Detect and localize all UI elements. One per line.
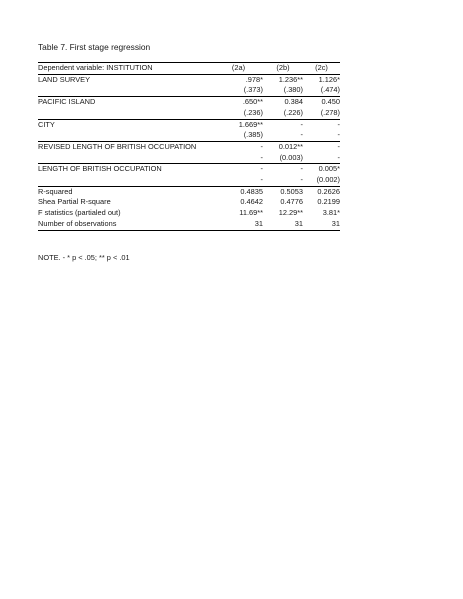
stat-row-f-statistics <box>38 208 340 219</box>
row-label <box>38 153 214 164</box>
table-row-se <box>38 85 340 96</box>
row-label <box>38 130 214 141</box>
cell-2b: 31 <box>263 219 303 230</box>
table-row <box>38 119 340 130</box>
cell-2b: 0.012** <box>278 141 303 151</box>
cell-2c: (0.002) <box>303 175 340 186</box>
cell-2b: 0.4776 <box>280 197 303 207</box>
cell-2b: (.380) <box>263 85 303 96</box>
table-row-se <box>38 130 340 141</box>
cell-2c: 0.005* <box>318 164 340 174</box>
cell-2a: - <box>214 153 263 164</box>
cell-2c: - <box>303 130 340 141</box>
cell-2c: (.474) <box>303 85 340 96</box>
table-row <box>38 97 340 108</box>
header-dependent-variable: Dependent variable: INSTITUTION <box>38 63 214 75</box>
row-label <box>38 108 214 119</box>
header-col-2b: (2b) <box>263 63 303 75</box>
cell-2a: (.385) <box>214 130 263 141</box>
cell-2c: 1.126* <box>318 74 340 84</box>
stat-row-shea-partial-r-square <box>38 197 340 208</box>
cell-2c: - <box>303 153 340 164</box>
table-row-se <box>38 108 340 119</box>
row-label: Number of observations <box>38 219 214 230</box>
cell-2b: (0.003) <box>263 153 303 164</box>
row-label <box>38 175 214 186</box>
cell-2c: - <box>337 119 340 129</box>
cell-2b: (.226) <box>263 108 303 119</box>
header-col-2c: (2c) <box>303 63 340 75</box>
row-label <box>38 85 214 96</box>
cell-2c: (.278) <box>303 108 340 119</box>
header-col-2a: (2a) <box>214 63 263 75</box>
cell-2c: 0.450 <box>321 97 340 107</box>
cell-2c: 31 <box>303 219 340 230</box>
cell-2a: 31 <box>214 219 263 230</box>
row-label: LAND SURVEY <box>38 74 91 84</box>
cell-2a: 0.4835 <box>240 186 263 196</box>
cell-2c: - <box>337 141 340 151</box>
row-label: R-squared <box>38 186 73 196</box>
cell-2a: .978* <box>245 74 263 84</box>
cell-2b: 0.5053 <box>280 186 303 196</box>
cell-2c: 0.2626 <box>317 186 340 196</box>
regression-table <box>38 62 340 231</box>
cell-2c: 0.2199 <box>317 197 340 207</box>
row-label: LENGTH OF BRITISH OCCUPATION <box>38 164 162 174</box>
table-row <box>38 74 340 85</box>
cell-2b: - <box>263 130 303 141</box>
table-row <box>38 141 340 152</box>
cell-2a: - <box>260 164 263 174</box>
row-label: CITY <box>38 119 55 129</box>
cell-2a: - <box>260 141 263 151</box>
cell-2b: - <box>300 164 303 174</box>
table-row-se <box>38 175 340 186</box>
stat-row-r-squared <box>38 186 340 197</box>
cell-2a: 11.69** <box>239 208 263 218</box>
cell-2b: - <box>263 175 303 186</box>
cell-2b: - <box>300 119 303 129</box>
cell-2c: 3.81* <box>322 208 340 218</box>
row-label: REVISED LENGTH OF BRITISH OCCUPATION <box>38 141 197 151</box>
cell-2a: - <box>214 175 263 186</box>
table-row <box>38 164 340 175</box>
row-label: PACIFIC ISLAND <box>38 97 96 107</box>
cell-2a: 1.669** <box>238 119 263 129</box>
row-label: Shea Partial R-square <box>38 197 111 207</box>
stat-row-number-of-observations <box>38 219 340 230</box>
row-label: F statistics (partialed out) <box>38 208 121 218</box>
table-body <box>38 74 340 230</box>
cell-2b: 1.236** <box>278 74 303 84</box>
cell-2b: 0.384 <box>284 97 303 107</box>
cell-2a: 0.4642 <box>240 197 263 207</box>
cell-2a: .650** <box>242 97 263 107</box>
cell-2b: 12.29** <box>278 208 303 218</box>
table-row-se <box>38 153 340 164</box>
table-header-row <box>38 63 340 75</box>
cell-2a: (.373) <box>214 85 263 96</box>
table-title: Table 7. First stage regression <box>38 42 151 52</box>
cell-2a: (.236) <box>214 108 263 119</box>
table-note: NOTE. - * p < .05; ** p < .01 <box>38 253 130 262</box>
